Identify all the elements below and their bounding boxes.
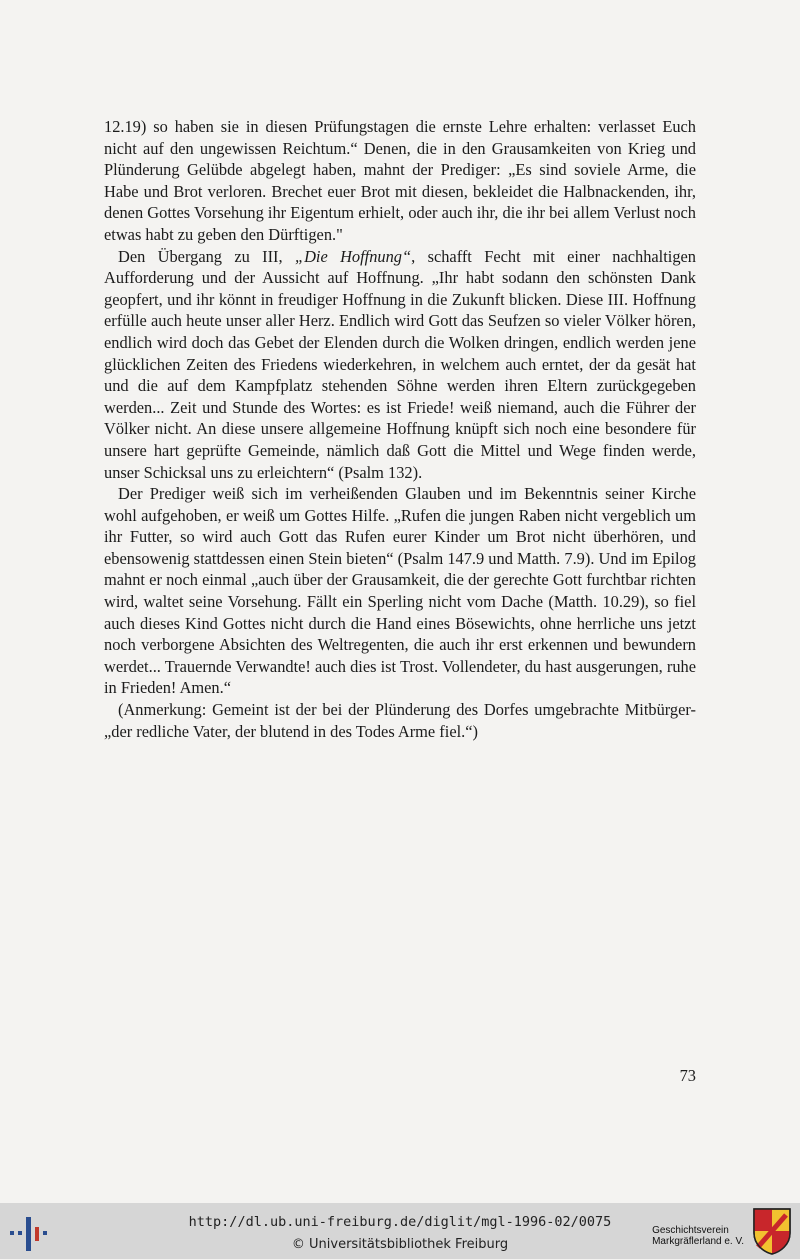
footer-bar (0, 1203, 800, 1259)
society-name (652, 1225, 744, 1247)
section-title-hoffnung: „Die Hoffnung“ (294, 246, 412, 266)
society-name-line-2: Markgräflerland e. V. (652, 1236, 744, 1247)
paragraph-2-rest: , schafft Fecht mit einer nachhaltigen Aufforderung und der Aussicht auf Hoffnung. „Ihr habt sodann den schönsten Dank geopfert, und ihr könnt in freudiger Hoffnung in die Zukunft blicken. Diese III. Hoffnung erfülle auch heute unser aller Herz. Endlich wird Gott das Seufzen so vieler Völker hören, endlich wird doch das Gebet der Elenden durch die Wolken dringen, endlich werden jene glücklichen Zeiten des Friedens wiederkehren, in welchem auch erntet, der da gesät hat und die auf dem Kampfplatz stehenden Söhne werden ihren Eltern zurückgegeben werden... Zeit und Stunde des Wortes: es ist Friede! weiß niemand, auch die Führer der Völker nicht. An diese unsere allgemeine Hoffnung knüpft sich noch eine besondere für unsere hart geprüfte Gemeinde, nämlich daß Gott die Mittel und Wege finden werde, unser Schicksal uns zu erleichtern“ (Psalm 132). (104, 246, 696, 482)
footer-url-link[interactable]: http://dl.ub.uni-freiburg.de/diglit/mgl-1996-02/0075 (188, 1214, 612, 1230)
paragraph-2-start: Den Übergang zu III, (118, 246, 295, 266)
paragraph-2 (104, 246, 696, 484)
paragraph-3: Der Prediger weiß sich im verheißenden Glauben und im Bekenntnis seiner Kirche wohl aufgehoben, er weiß um Gottes Hilfe. „Rufen die jungen Raben nicht vergeblich um ihr Futter, so wird auch Gott das Rufen eurer Kinder um Brot nicht überhören, und ebensowenig stattdessen einen Stein bieten“ (Psalm 147.9 und Matth. 7.9). Und im Epilog mahnt er noch einmal „auch über der Grausamkeit, die der gerechte Gott furchtbar richten wird, waltet seine Vorsehung. Fällt ein Sperling nicht vom Dache (Matth. 10.29), so fiel auch dieses Kind Gottes nicht durch die Hand eines Bösewichts, ohne herrliche uns jetzt noch verborgene Absichten des Weltregenten, die auch ihr erst erkennen und bewundern werdet... Trauernde Verwandte! auch dies ist Trost. Vollendeter, du hast ausgerungen, ruhe in Frieden! Amen.“ (104, 484, 696, 698)
paragraph-1: 12.19) so haben sie in diesen Prüfungstagen die ernste Lehre erhalten: verlasset Euch nicht auf den ungewissen Reichtum.“ Denen, die in den Grausamkeiten von Krieg und Plünderung Gelübde abgelegt haben, mahnt der Prediger: „Es sind soviele Arme, die Habe und Brot verloren. Brechet euer Brot mit diesen, bekleidet die Halbnackenden, ihr, denen Gottes Vorsehung ihr Eigentum erhielt, oder auch ihr, die ihr bei allem Verlust noch etwas habt zu geben den Dürftigen." (104, 117, 696, 244)
page-number: 73 (679, 1066, 696, 1085)
coat-of-arms-icon (752, 1207, 792, 1255)
footer-copyright: © Universitätsbibliothek Freiburg (291, 1237, 509, 1252)
society-name-line-1: Geschichtsverein (652, 1225, 729, 1236)
paragraph-note: (Anmerkung: Gemeint ist der bei der Plünderung des Dorfes umgebrachte Mitbürger- „der redliche Vater, der blutend in des Todes Arme fiel.“) (104, 700, 696, 741)
page-body (104, 116, 696, 742)
